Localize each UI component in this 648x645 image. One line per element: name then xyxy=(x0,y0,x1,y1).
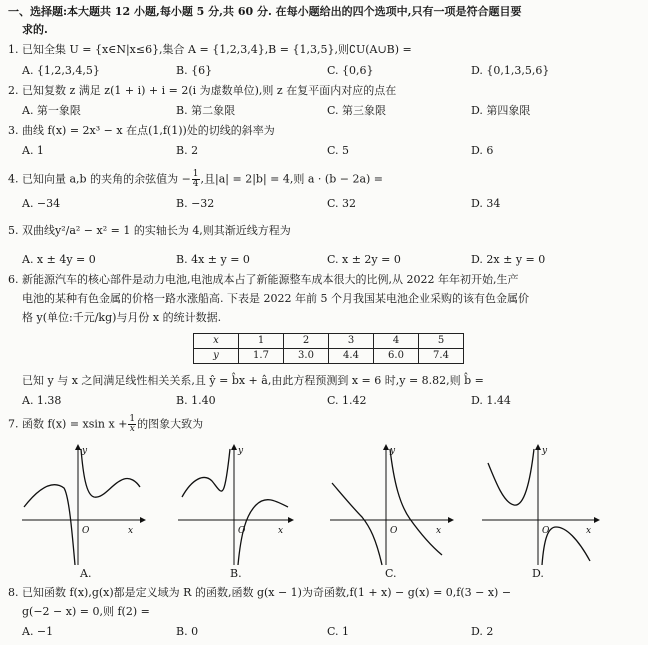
question-6-line-1: 6. 新能源汽车的核心部件是动力电池,电池成本占了新能源整车成本很大的比例,从 2022 年年初开始,生产 xyxy=(8,273,519,286)
table-cell: 2 xyxy=(284,334,329,349)
table-cell: 3 xyxy=(329,334,374,349)
q3-option-d: D. 6 xyxy=(471,144,494,157)
question-3-stem: 3. 曲线 f(x) = 2x³ − x 在点(1,f(1))处的切线的斜率为 xyxy=(8,124,275,137)
q1-option-c: C. {0,6} xyxy=(327,64,374,77)
curve-left xyxy=(182,449,230,497)
x-axis-arrow-icon xyxy=(140,517,146,523)
q2-option-c: C. 第三象限 xyxy=(327,104,387,117)
table-cell: x xyxy=(194,334,239,349)
table-cell: 4 xyxy=(374,334,419,349)
question-1-stem: 1. 已知全集 U = {x∈N|x≤6},集合 A = {1,2,3,4},B = {1,3,5},则∁U(A∪B) = xyxy=(8,43,412,56)
q3-option-a: A. 1 xyxy=(22,144,44,157)
q2-option-d: D. 第四象限 xyxy=(471,104,531,117)
q7-option-d: D. xyxy=(532,567,544,580)
question-7-stem xyxy=(8,415,203,434)
graph-c xyxy=(330,443,455,568)
table-cell: y xyxy=(194,349,239,364)
q7-stem-a: 7. 函数 f(x) = xsin x + xyxy=(8,417,128,431)
question-6-line-4: 已知 y 与 x 之间满足线性相关关系,且 ŷ = b̂x + â,由此方程预测到 x = 6 时,y = 8.82,则 b̂ = xyxy=(22,374,484,387)
x-axis-label: x xyxy=(436,526,442,536)
y-axis-arrow-icon xyxy=(535,444,541,450)
x-axis-arrow-icon xyxy=(448,517,454,523)
q8-option-c: C. 1 xyxy=(327,625,350,638)
curve-left xyxy=(488,449,534,505)
q7-frac-num: 1 xyxy=(129,414,136,424)
question-8-line-2: g(−2 − x) = 0,则 f(2) = xyxy=(22,605,150,618)
q7-option-c: C. xyxy=(385,567,397,580)
y-axis-label: y xyxy=(238,446,244,456)
graph-b xyxy=(178,443,303,568)
table-cell: 7.4 xyxy=(419,349,464,364)
q7-option-b: B. xyxy=(230,567,242,580)
table-cell: 6.0 xyxy=(374,349,419,364)
y-axis-label: y xyxy=(82,446,88,456)
graph-d xyxy=(482,443,607,568)
q7-option-a: A. xyxy=(80,567,92,580)
q8-option-a: A. −1 xyxy=(22,625,54,638)
q7-fraction xyxy=(128,415,136,434)
q4-stem-b: ,且|a| = 2|b| = 4,则 a · (b − 2a) = xyxy=(200,172,384,186)
x-axis-label: x xyxy=(586,526,592,536)
x-axis-arrow-icon xyxy=(594,517,600,523)
q3-option-b: B. 2 xyxy=(176,144,199,157)
table-row-y xyxy=(194,349,464,364)
q4-stem-a: 4. 已知向量 a,b 的夹角的余弦值为 − xyxy=(8,172,191,186)
question-4-stem xyxy=(8,170,383,189)
y-axis-label: y xyxy=(390,446,396,456)
q5-option-a: A. x ± 4y = 0 xyxy=(22,253,96,266)
q5-option-c: C. x ± 2y = 0 xyxy=(327,253,401,266)
section-heading-cont: 求的. xyxy=(22,23,48,36)
q6-option-a: A. 1.38 xyxy=(22,394,62,407)
q2-option-a: A. 第一象限 xyxy=(22,104,81,117)
curve-left xyxy=(24,485,75,565)
origin-label: O xyxy=(390,526,398,536)
y-axis-arrow-icon xyxy=(231,444,237,450)
q6-option-d: D. 1.44 xyxy=(471,394,511,407)
table-row-x xyxy=(194,334,464,349)
y-axis-label: y xyxy=(542,446,548,456)
q8-option-b: B. 0 xyxy=(176,625,199,638)
x-axis-label: x xyxy=(278,526,284,536)
q8-option-d: D. 2 xyxy=(471,625,494,638)
origin-label: O xyxy=(82,526,90,536)
q7-stem-b: 的图象大致为 xyxy=(137,417,204,431)
table-cell: 1.7 xyxy=(239,349,284,364)
q3-option-c: C. 5 xyxy=(327,144,350,157)
q1-option-a: A. {1,2,3,4,5} xyxy=(22,64,100,77)
q4-option-a: A. −34 xyxy=(22,197,61,210)
q7-frac-den: x xyxy=(129,424,135,434)
curve-left xyxy=(332,483,382,565)
q5-option-b: B. 4x ± y = 0 xyxy=(176,253,250,266)
q6-option-c: C. 1.42 xyxy=(327,394,367,407)
curve-right xyxy=(542,527,590,565)
question-2-stem: 2. 已知复数 z 满足 z(1 + i) + i = 2(i 为虚数单位),则 z 在复平面内对应的点在 xyxy=(8,84,397,97)
curve-right xyxy=(390,449,442,555)
q1-option-d: D. {0,1,3,5,6} xyxy=(471,64,550,77)
curve-right xyxy=(81,449,140,497)
graph-a xyxy=(22,443,147,568)
q1-option-b: B. {6} xyxy=(176,64,213,77)
origin-label: O xyxy=(542,526,550,536)
q4-fraction xyxy=(192,170,200,189)
table-cell: 1 xyxy=(239,334,284,349)
table-cell: 5 xyxy=(419,334,464,349)
question-6-line-2: 电池的某种有色金属的价格一路水涨船高. 下表是 2022 年前 5 个月我国某电池企业采购的该有色金属价 xyxy=(22,292,529,305)
q4-frac-num: 1 xyxy=(192,169,199,179)
q2-option-b: B. 第二象限 xyxy=(176,104,236,117)
q4-option-d: D. 34 xyxy=(471,197,501,210)
q4-option-b: B. −32 xyxy=(176,197,215,210)
statistics-table xyxy=(193,333,464,364)
question-5-stem: 5. 双曲线y²/a² − x² = 1 的实轴长为 4,则其渐近线方程为 xyxy=(8,224,291,237)
q5-option-d: D. 2x ± y = 0 xyxy=(471,253,546,266)
q4-frac-den: 4 xyxy=(192,179,199,189)
x-axis-arrow-icon xyxy=(288,517,294,523)
y-axis-arrow-icon xyxy=(75,444,81,450)
origin-label: O xyxy=(238,526,246,536)
table-cell: 4.4 xyxy=(329,349,374,364)
x-axis-label: x xyxy=(128,526,134,536)
q6-option-b: B. 1.40 xyxy=(176,394,216,407)
y-axis-arrow-icon xyxy=(383,444,389,450)
q4-option-c: C. 32 xyxy=(327,197,357,210)
question-8-line-1: 8. 已知函数 f(x),g(x)都是定义域为 R 的函数,函数 g(x − 1)为奇函数,f(1 + x) − g(x) = 0,f(3 − x) − xyxy=(8,586,512,599)
table-cell: 3.0 xyxy=(284,349,329,364)
question-6-line-3: 格 y(单位:千元/kg)与月份 x 的统计数据. xyxy=(22,311,222,324)
section-heading: 一、选择题:本大题共 12 小题,每小题 5 分,共 60 分. 在每小题给出的四个选项中,只有一项是符合题目要 xyxy=(8,5,522,18)
